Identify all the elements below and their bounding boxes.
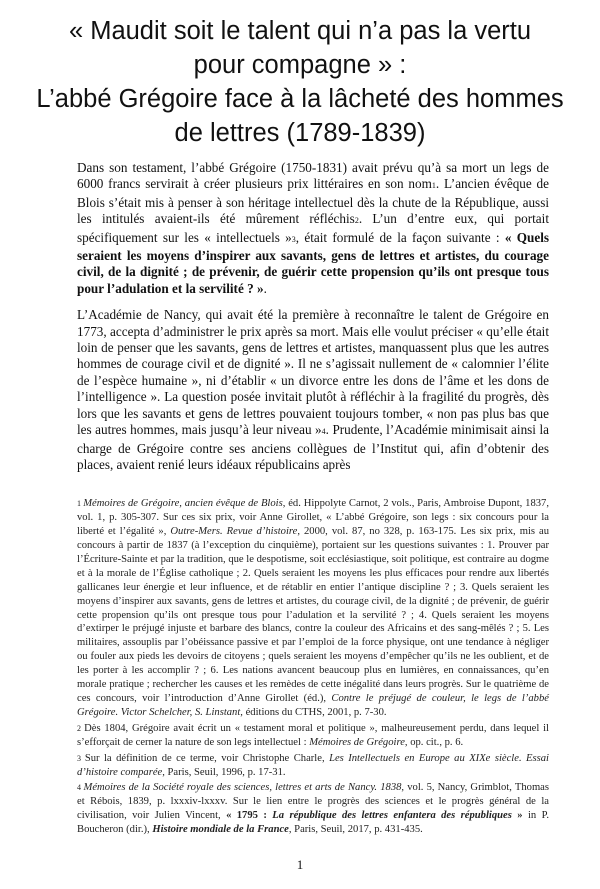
footnote: [77, 497, 549, 720]
text-segment: Les Intellectuels en Europe au XIXe siècle. Essai d’histoire comparée: [77, 752, 550, 778]
page-number: 1: [296, 857, 304, 873]
text-segment: in P. Boucheron (dir.),: [77, 810, 549, 836]
paragraph: [77, 307, 549, 473]
footnote: [77, 781, 549, 837]
footnote-ref: 4: [77, 783, 84, 793]
text-segment: L’Académie de Nancy, qui avait été la première à reconnaître le talent de Grégoire en 1773, accepta d’administrer le prix après sa mort. Mais elle voulut préciser « qu’elle était loin de penser que les savants, gens de lettres et artistes, manquassent plus que les autres hommes de courage civil et de dignité ». Il ne s’agissait nullement de « calomnier l’élite de l’espèce humaine », ni d’établir « un divorce entre les dons de l’âme et les dons de l’intelligence ». La question posée invitait plutôt à réfléchir à la fragilité du progrès, dès lors que les savants et gens de lettres pouvaient toujours tomber, « non pas plus bas que les autres hommes, mais jusqu’à leur niveau »: [77, 307, 549, 438]
text-segment: , Paris, Seuil, 1996, p. 17-31.: [162, 766, 286, 778]
text-segment: , Paris, Seuil, 2017, p. 431-435.: [288, 824, 423, 836]
text-segment: , éd. Hippolyte Carnot, 2 vols., Paris, Ambroise Dupont, 1837, vol. 1, p. 305-307. Sur ces six prix, voir Anne Girollet, « L’abbé Grégoire, son legs : six concours pour la liberté et l’égalité »,: [77, 498, 549, 538]
footnotes: [77, 497, 549, 839]
text-segment: Outre-Mers. Revue d’histoire: [170, 526, 298, 538]
text-segment: La république des lettres enfantera des républiques: [272, 810, 512, 822]
text-segment: . L’ancien évêque de Blois s’était mis à penser à son héritage intellectuel dès la chute de la République, aussi les intitulés avaient-ils été mûrement réfléchis: [77, 176, 549, 227]
text-segment: « Quels seraient les moyens d’inspirer aux savants, gens de lettres et artistes, du courage civil, de la dignité ; de prévenir, de guérir cette propension qu’ils ont presque tous pour l’adulation et la servilité ? »: [77, 229, 550, 296]
footnote-ref: 1: [431, 181, 436, 191]
text-segment: Mémoires de Grégoire, ancien évêque de Blois: [83, 498, 283, 510]
footnote-ref: 3: [291, 234, 296, 244]
text-segment: Mémoires de la Société royale des sciences, lettres et arts de Nancy. 1838: [83, 782, 402, 794]
text-segment: . L’un d’entre eux, qui portait spécifiquement sur les « intellectuels »: [77, 211, 549, 245]
text-segment: »: [511, 810, 523, 822]
text-segment: Contre le préjugé de couleur, le legs de l’abbé Grégoire. Victor Schelcher, S. Linstant: [77, 693, 549, 718]
text-segment: , éditions du CTHS, 2001, p. 7-30.: [240, 706, 387, 718]
title-line: de lettres (1789-1839): [174, 119, 426, 147]
footnote-ref: 2: [77, 723, 85, 733]
title-line: L’abbé Grégoire face à la lâcheté des hommes: [36, 85, 564, 113]
title-line: pour compagne » :: [193, 51, 407, 79]
footnote-ref: 3: [77, 753, 85, 763]
text-segment: Mémoires de Grégoire: [309, 736, 405, 748]
text-segment: , était formulé de la façon suivante :: [295, 229, 505, 245]
footnote: [77, 722, 549, 750]
text-segment: . Prudente, l’Académie minimisait ainsi la charge de Grégoire contre ses anciens collègues de l’Institut qui, afin d’obtenir des places, avaient renié leurs idéaux républicains après: [77, 422, 549, 472]
body-text: [77, 160, 549, 483]
text-segment: , vol. 5, Nancy, Grimblot, Thomas et Rébois, 1839, p. lxxxiv-lxxxv. Sur le lien entre le progrès des sciences et le progrès général de la civilisation, voir Julien Vincent,: [77, 782, 550, 822]
document-title: [30, 14, 570, 150]
text-segment: .: [263, 280, 267, 296]
text-segment: Dans son testament, l’abbé Grégoire (1750-1831) avait prévu qu’à sa mort un legs de 6000 francs servirait à créer plusieurs prix littéraires en son nom: [77, 160, 549, 192]
text-segment: « 1795 :: [226, 810, 273, 822]
footnote-ref: 1: [77, 499, 84, 509]
paragraph: [77, 160, 549, 297]
title-line: « Maudit soit le talent qui n’a pas la vertu: [68, 17, 532, 45]
footnote-ref: 4: [321, 427, 326, 437]
footnote: [77, 752, 549, 780]
text-segment: , 2000, vol. 87, no 328, p. 163-175. Les six prix, mis au concours à partir de 1837 (à l’exception du cinquième), portaient sur les questions suivantes : 1. Prouver par l’Écriture-Sainte et par la tradition, que le despotisme, soit ecclésiastique, soit politique, est contraire au dogme et à la morale de l’Église catholique ; 2. Quels seraient les moyens les plus efficaces pour rendre aux libertés gallicanes leur énergie et leur influence, et de rétablir en entier l’antique discipline ? ; 3. Quels seraient les moyens d’inspirer aux savants, gens de lettres et artistes, du courage civil, de la dignité ; de prévenir, de guérir cette propension qu’ils ont presque tous pour l’adulation et la servilité ? ; 4. Quels seraient les moyens d’extirper le préjugé injuste et barbare des blancs, contre la couleur des Africains et des sang-mêlés ? ; 5. Les militaires, assouplis par l’obéissance passive et par l’emploi de la force physique, ont une tendance à négliger ou fouler aux pieds les devoirs de citoyens ; quels seraient les moyens d’empêcher qu’ils ne les oublient, et de les porter à les accomplir ? ; 6. Les nations avancent beaucoup plus en lumières, en connaissances, qu’en morale pratique ; rechercher les causes et les remèdes de cette inégalité dans leurs progrès. Sur le quatrième de ces concours, voir l’introduction d’Anne Girollet (éd.),: [77, 526, 550, 704]
text-segment: , op. cit., p. 6.: [404, 736, 464, 748]
text-segment: Histoire mondiale de la France: [152, 824, 289, 836]
text-segment: Dès 1804, Grégoire avait écrit un « testament moral et politique », malheureusement perdu, dans lequel il s’efforçait de cerner la nature de son legs intellectuel :: [77, 722, 549, 748]
footnote-ref: 2: [354, 216, 359, 226]
text-segment: Sur la définition de ce terme, voir Christophe Charle,: [84, 752, 330, 764]
